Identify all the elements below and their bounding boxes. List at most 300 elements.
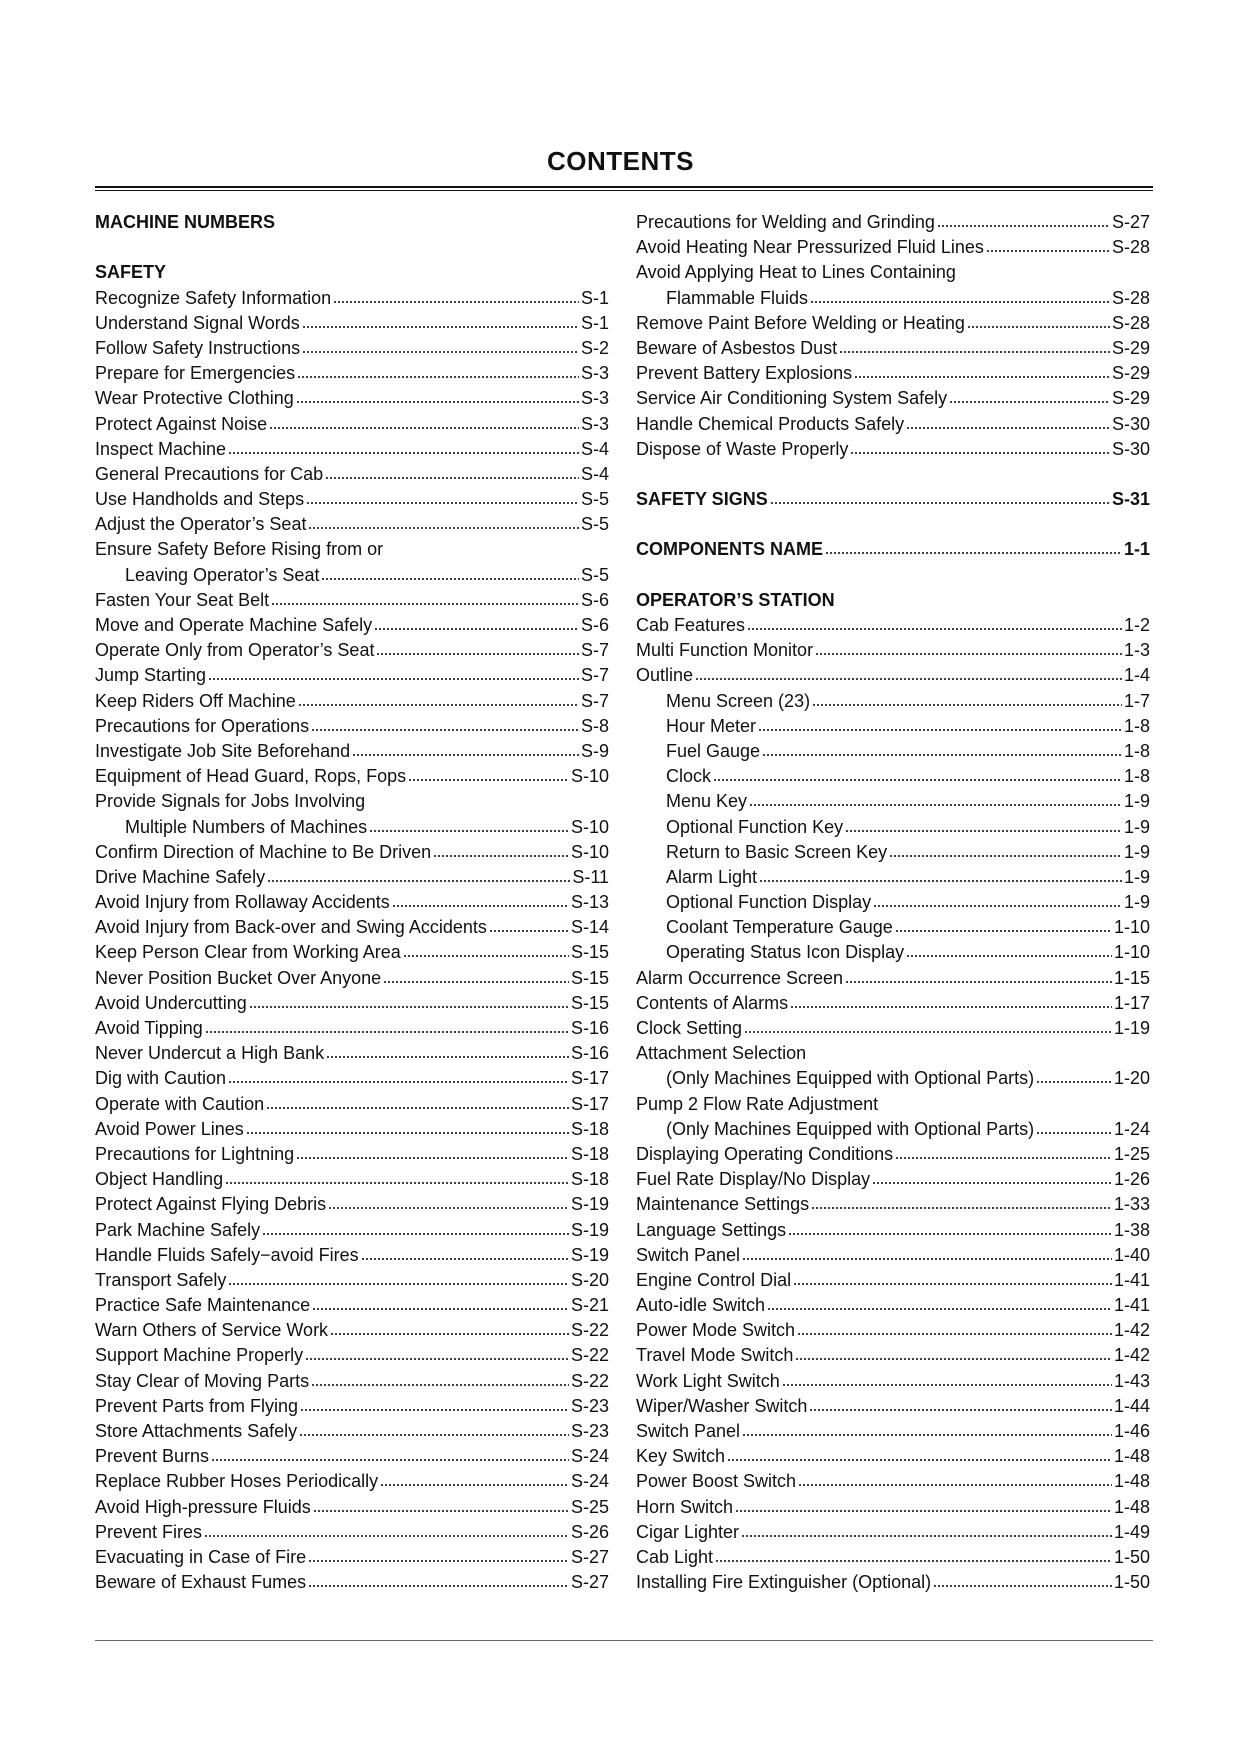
- toc-page-number: S-3: [580, 388, 609, 409]
- dot-leader: [308, 1547, 569, 1565]
- toc-page-number: S-19: [570, 1194, 609, 1215]
- toc-entry-support-machine-properly: [95, 1343, 609, 1368]
- spacer: [636, 563, 1150, 588]
- toc-page-number: 1-24: [1113, 1118, 1150, 1139]
- dot-leader: [228, 1270, 569, 1288]
- toc-entry-label: Support Machine Properly: [95, 1345, 304, 1366]
- dot-leader: [933, 1572, 1112, 1590]
- dot-leader: [392, 892, 569, 910]
- toc-entry-label: SAFETY: [95, 262, 167, 283]
- toc-page-number: 1-8: [1123, 740, 1150, 761]
- toc-page-number: S-2: [580, 337, 609, 358]
- toc-entry-menu-key: [636, 789, 1150, 814]
- toc-page-number: S-5: [580, 514, 609, 535]
- toc-page-number: S-27: [1111, 212, 1150, 232]
- dot-leader: [889, 842, 1122, 860]
- dot-leader: [895, 917, 1112, 935]
- toc-entry-fuel-gauge: [636, 739, 1150, 764]
- toc-entry-label: Clock: [666, 766, 712, 787]
- toc-entry-label: Beware of Asbestos Dust: [636, 337, 838, 358]
- toc-entry-understand-signal-words: [95, 311, 609, 336]
- dot-leader: [986, 237, 1110, 255]
- toc-entry-label: Maintenance Settings: [636, 1194, 810, 1215]
- toc-entry-coolant-temperature-gauge: [636, 915, 1150, 940]
- toc-entry-label: Never Undercut a High Bank: [95, 1043, 325, 1064]
- dot-leader: [305, 1345, 569, 1363]
- dot-leader: [352, 741, 579, 759]
- dot-leader: [845, 968, 1112, 986]
- toc-page-number: 1-8: [1123, 766, 1150, 787]
- toc-entry-adjust-the-operator-s-seat: [95, 512, 609, 537]
- toc-page-number: 1-17: [1113, 992, 1150, 1013]
- dot-leader: [403, 942, 569, 960]
- toc-entry-label: Attachment Selection: [636, 1043, 807, 1064]
- dot-leader: [744, 1018, 1112, 1036]
- toc-entry-provide-signals-for-jobs-involving: [95, 789, 609, 814]
- dot-leader: [742, 1421, 1112, 1439]
- toc-entry-label: Fasten Your Seat Belt: [95, 589, 270, 610]
- dot-leader: [311, 1371, 569, 1389]
- toc-entry-optional-function-display: [636, 890, 1150, 915]
- toc-entry-label: Operating Status Icon Display: [666, 942, 905, 963]
- toc-page-number: S-28: [1111, 237, 1150, 258]
- dot-leader: [767, 1295, 1112, 1313]
- dot-leader: [873, 892, 1122, 910]
- dot-leader: [369, 817, 569, 835]
- toc-page-number: S-15: [570, 992, 609, 1013]
- toc-entry-prepare-for-emergencies: [95, 361, 609, 386]
- dot-leader: [326, 1043, 569, 1061]
- toc-page-number: S-19: [570, 1244, 609, 1265]
- toc-entry-label: Precautions for Welding and Grinding: [636, 212, 935, 232]
- toc-entry-store-attachments-safely: [95, 1419, 609, 1444]
- toc-entry-label: Confirm Direction of Machine to Be Driven: [95, 841, 432, 862]
- toc-entry-label: Follow Safety Instructions: [95, 337, 301, 358]
- toc-entry-displaying-operating-conditions: [636, 1142, 1150, 1167]
- toc-entry-fasten-your-seat-belt: [95, 588, 609, 613]
- toc-entry-practice-safe-maintenance: [95, 1293, 609, 1318]
- dot-leader: [361, 1245, 569, 1263]
- toc-page-number: S-29: [1111, 388, 1150, 409]
- toc-entry-label: Cigar Lighter: [636, 1521, 740, 1542]
- toc-entry-flammable-fluids: [636, 286, 1150, 311]
- toc-page-number: S-20: [570, 1269, 609, 1290]
- footer-rule: [95, 1640, 1153, 1641]
- toc-entry-label: Inspect Machine: [95, 438, 227, 459]
- toc-section-heading: [95, 210, 609, 235]
- dot-leader: [759, 867, 1122, 885]
- toc-page-number: 1-25: [1113, 1143, 1150, 1164]
- toc-entry-confirm-direction-of-machine-to-be-driven: [95, 840, 609, 865]
- toc-entry-jump-starting: [95, 663, 609, 688]
- toc-page-number: 1-38: [1113, 1219, 1150, 1240]
- toc-entry-multi-function-monitor: [636, 638, 1150, 663]
- toc-entry-handle-chemical-products-safely: [636, 412, 1150, 437]
- toc-page-number: S-11: [572, 866, 609, 887]
- toc-page-number: S-6: [580, 615, 609, 635]
- toc-page-number: 1-50: [1113, 1546, 1150, 1567]
- toc-entry-menu-screen-23: [636, 689, 1150, 714]
- toc-entry-clock-setting: [636, 1016, 1150, 1041]
- toc-entry-dispose-of-waste-properly: [636, 437, 1150, 462]
- toc-entry-label: Wear Protective Clothing: [95, 388, 294, 409]
- dot-leader: [770, 489, 1110, 507]
- dot-leader: [809, 1396, 1112, 1414]
- dot-leader: [308, 1572, 569, 1590]
- toc-entry-label: Multiple Numbers of Machines: [125, 816, 368, 837]
- toc-entry-contents-of-alarms: [636, 991, 1150, 1016]
- toc-page-number: 1-44: [1113, 1395, 1150, 1416]
- page-title: CONTENTS: [547, 146, 694, 176]
- toc-page-number: S-17: [570, 1068, 609, 1089]
- toc-entry-dig-with-caution: [95, 1066, 609, 1091]
- toc-entry-alarm-light: [636, 865, 1150, 890]
- dot-leader: [747, 615, 1122, 633]
- dot-leader: [311, 716, 579, 734]
- toc-page-number: S-25: [570, 1496, 609, 1517]
- toc-entry-avoid-undercutting: [95, 991, 609, 1016]
- toc-entry-inspect-machine: [95, 437, 609, 462]
- toc-page-number: S-13: [570, 892, 609, 913]
- toc-entry-label: Key Switch: [636, 1446, 726, 1467]
- toc-entry-label: Precautions for Lightning: [95, 1143, 295, 1164]
- toc-entry-label: Prevent Parts from Flying: [95, 1395, 299, 1416]
- toc-entry-label: Park Machine Safely: [95, 1219, 261, 1240]
- dot-leader: [302, 338, 579, 356]
- toc-entry-handle-fluids-safely-avoid-fires: [95, 1243, 609, 1268]
- toc-page-number: 1-48: [1113, 1496, 1150, 1517]
- toc-entry-label: Pump 2 Flow Rate Adjustment: [636, 1093, 879, 1114]
- toc-page-number: S-10: [570, 841, 609, 862]
- toc-entry-prevent-burns: [95, 1444, 609, 1469]
- toc-page-number: 1-33: [1113, 1194, 1150, 1215]
- toc-page-number: S-28: [1111, 312, 1150, 333]
- dot-leader: [208, 665, 579, 683]
- toc-page-number: 1-46: [1113, 1421, 1150, 1441]
- toc-entry-label: Power Boost Switch: [636, 1471, 797, 1492]
- toc-entry-label: Switch Panel: [636, 1421, 741, 1441]
- toc-page-number: 1-42: [1113, 1320, 1150, 1341]
- toc-page-number: S-30: [1111, 413, 1150, 434]
- toc-entry-label: COMPONENTS NAME: [636, 539, 824, 560]
- toc-entry-wear-protective-clothing: [95, 386, 609, 411]
- toc-entry-label: Never Position Bucket Over Anyone: [95, 967, 382, 988]
- dot-leader: [812, 691, 1122, 709]
- toc-page-number: 1-4: [1123, 665, 1150, 686]
- toc-entry-label: Fuel Gauge: [666, 740, 761, 761]
- dot-leader: [299, 1421, 569, 1439]
- toc-entry-label: Alarm Light: [666, 866, 758, 887]
- toc-page-number: S-15: [570, 942, 609, 963]
- toc-entry-label: Cab Light: [636, 1546, 714, 1567]
- toc-entry-label: Fuel Rate Display/No Display: [636, 1169, 871, 1190]
- toc-page-number: 1-42: [1113, 1345, 1150, 1366]
- toc-entry-label: Alarm Occurrence Screen: [636, 967, 844, 988]
- dot-leader: [296, 1144, 569, 1162]
- toc-entry-label: Remove Paint Before Welding or Heating: [636, 312, 965, 333]
- dot-leader: [296, 388, 579, 406]
- toc-entry-keep-person-clear-from-working-area: [95, 940, 609, 965]
- toc-entry-prevent-fires: [95, 1520, 609, 1545]
- toc-entry-label: Contents of Alarms: [636, 992, 789, 1013]
- toc-entry-avoid-injury-from-back-over-and-swing-accidents: [95, 915, 609, 940]
- toc-entry-drive-machine-safely: [95, 865, 609, 890]
- toc-entry-prevent-battery-explosions: [636, 361, 1150, 386]
- toc-page-number: 1-9: [1123, 866, 1150, 887]
- dot-leader: [758, 716, 1122, 734]
- toc-entry-label: Displaying Operating Conditions: [636, 1143, 894, 1164]
- dot-leader: [790, 993, 1112, 1011]
- toc-entry-label: Operate with Caution: [95, 1093, 265, 1114]
- toc-entry-replace-rubber-hoses-periodically: [95, 1469, 609, 1494]
- dot-leader: [321, 565, 579, 583]
- toc-entry-follow-safety-instructions: [95, 336, 609, 361]
- toc-entry-evacuating-in-case-of-fire: [95, 1545, 609, 1570]
- toc-entry-label: Avoid Undercutting: [95, 992, 247, 1013]
- toc-section-heading: [95, 260, 609, 285]
- toc-entry-label: Prevent Battery Explosions: [636, 363, 853, 384]
- toc-page-number: S-3: [580, 363, 609, 384]
- dot-leader: [715, 1547, 1112, 1565]
- dot-leader: [313, 1497, 569, 1515]
- toc-entry-switch-panel: [636, 1419, 1150, 1444]
- dot-leader: [228, 1068, 569, 1086]
- toc-page-number: 1-9: [1123, 841, 1150, 862]
- toc-entry-installing-fire-extinguisher-optional: [636, 1570, 1150, 1595]
- toc-entry-cab-light: [636, 1545, 1150, 1570]
- toc-entry-label: Dig with Caution: [95, 1068, 227, 1089]
- dot-leader: [1036, 1119, 1112, 1137]
- toc-entry-beware-of-exhaust-fumes: [95, 1570, 609, 1595]
- dot-leader: [228, 439, 579, 457]
- toc-page-number: S-10: [570, 766, 609, 787]
- toc-entry-label: Power Mode Switch: [636, 1320, 796, 1341]
- toc-page-number: S-14: [570, 917, 609, 938]
- toc-entry-label: Protect Against Flying Debris: [95, 1194, 327, 1215]
- toc-entry-label: Drive Machine Safely: [95, 866, 266, 887]
- toc-entry-move-and-operate-machine-safely: [95, 613, 609, 638]
- toc-page-number: S-5: [580, 564, 609, 585]
- toc-entry-avoid-applying-heat-to-lines-containing: [636, 260, 1150, 285]
- dot-leader: [246, 1119, 569, 1137]
- toc-page-number: S-21: [570, 1295, 609, 1316]
- toc-entry-optional-function-key: [636, 815, 1150, 840]
- toc-entry-pump-2-flow-rate-adjustment: [636, 1092, 1150, 1117]
- toc-page-number: 1-26: [1113, 1169, 1150, 1190]
- toc-entry-label: Engine Control Dial: [636, 1269, 792, 1290]
- toc-entry-avoid-injury-from-rollaway-accidents: [95, 890, 609, 915]
- spacer: [636, 462, 1150, 487]
- toc-entry-auto-idle-switch: [636, 1293, 1150, 1318]
- toc-entry-power-mode-switch: [636, 1318, 1150, 1343]
- toc-entry-label: Handle Chemical Products Safely: [636, 413, 905, 434]
- toc-entry-key-switch: [636, 1444, 1150, 1469]
- dot-leader: [695, 665, 1122, 683]
- toc-entry-label: Language Settings: [636, 1219, 787, 1240]
- toc-entry-avoid-power-lines: [95, 1117, 609, 1142]
- toc-entry-keep-riders-off-machine: [95, 689, 609, 714]
- toc-entry-operate-only-from-operator-s-seat: [95, 638, 609, 663]
- toc-page-number: S-4: [580, 438, 609, 459]
- dot-leader: [300, 1396, 569, 1414]
- dot-leader: [895, 1144, 1112, 1162]
- dot-leader: [839, 338, 1110, 356]
- dot-leader: [374, 615, 579, 633]
- toc-entry-never-undercut-a-high-bank: [95, 1041, 609, 1066]
- toc-entry-label: Provide Signals for Jobs Involving: [95, 791, 366, 812]
- toc-page-number: 1-9: [1123, 816, 1150, 837]
- toc-entry-label: Adjust the Operator’s Seat: [95, 514, 307, 535]
- dot-leader: [713, 766, 1122, 784]
- dot-leader: [205, 1018, 569, 1036]
- toc-entry-label: Operate Only from Operator’s Seat: [95, 640, 375, 661]
- toc-entry-label: Clock Setting: [636, 1018, 743, 1038]
- toc-page-number: S-7: [580, 665, 609, 686]
- toc-entry-label: Recognize Safety Information: [95, 287, 332, 308]
- toc-entry-label: Wiper/Washer Switch: [636, 1395, 808, 1416]
- toc-page-number: S-15: [570, 967, 609, 988]
- toc-entry-label: Optional Function Key: [666, 816, 844, 837]
- toc-entry-label: Warn Others of Service Work: [95, 1320, 329, 1341]
- dot-leader: [797, 1320, 1112, 1338]
- toc-entry-hour-meter: [636, 714, 1150, 739]
- toc-entry-cab-features: [636, 613, 1150, 638]
- dot-leader: [810, 288, 1110, 306]
- toc-entry-transport-safely: [95, 1268, 609, 1293]
- toc-page-number: S-24: [570, 1446, 609, 1467]
- dot-leader: [795, 1345, 1112, 1363]
- toc-entry-ensure-safety-before-rising-from-or: [95, 537, 609, 562]
- toc-entry-label: Use Handholds and Steps: [95, 489, 305, 510]
- toc-entry-label: Ensure Safety Before Rising from or: [95, 539, 384, 560]
- toc-entry-label: Prepare for Emergencies: [95, 363, 296, 384]
- toc-entry-label: Hour Meter: [666, 715, 757, 736]
- toc-entry-alarm-occurrence-screen: [636, 966, 1150, 991]
- toc-section-heading: [636, 537, 1150, 562]
- toc-entry-label: Avoid Applying Heat to Lines Containing: [636, 262, 956, 283]
- dot-leader: [211, 1446, 569, 1464]
- toc-page-number: 1-8: [1123, 715, 1150, 736]
- toc-entry-return-to-basic-screen-key: [636, 840, 1150, 865]
- toc-page-number: S-29: [1111, 363, 1150, 384]
- dot-leader: [380, 1471, 569, 1489]
- toc-entry-label: Menu Key: [666, 791, 748, 812]
- toc-entry-label: Store Attachments Safely: [95, 1421, 298, 1441]
- toc-page-number: 1-41: [1113, 1295, 1150, 1316]
- toc-entry-recognize-safety-information: [95, 286, 609, 311]
- dot-leader: [793, 1270, 1112, 1288]
- dot-leader: [408, 766, 569, 784]
- toc-page-number: S-29: [1111, 337, 1150, 358]
- dot-leader: [845, 817, 1122, 835]
- toc-entry-label: Return to Basic Screen Key: [666, 841, 888, 862]
- dot-leader: [383, 968, 569, 986]
- toc-entry-avoid-high-pressure-fluids: [95, 1495, 609, 1520]
- toc-page-number: S-22: [570, 1345, 609, 1366]
- toc-page-number: 1-19: [1113, 1018, 1150, 1038]
- toc-page-number: 1-43: [1113, 1370, 1150, 1391]
- toc-entry-general-precautions-for-cab: [95, 462, 609, 487]
- toc-page-number: S-4: [580, 463, 609, 484]
- dot-leader: [825, 539, 1122, 557]
- toc-page-number: 1-10: [1113, 942, 1150, 963]
- toc-entry-park-machine-safely: [95, 1218, 609, 1243]
- dot-leader: [811, 1194, 1112, 1212]
- spacer: [95, 235, 609, 260]
- toc-entry-operate-with-caution: [95, 1092, 609, 1117]
- toc-entry-switch-panel: [636, 1243, 1150, 1268]
- toc-page-number: S-28: [1111, 287, 1150, 308]
- dot-leader: [854, 363, 1110, 381]
- toc-page-number: 1-49: [1113, 1521, 1150, 1542]
- toc-entry-label: Protect Against Noise: [95, 413, 268, 434]
- toc-entry-label: OPERATOR’S STATION: [636, 589, 835, 610]
- dot-leader: [937, 212, 1110, 230]
- toc-page-number: S-18: [570, 1118, 609, 1139]
- toc-page-number: 1-48: [1113, 1446, 1150, 1467]
- toc-entry-prevent-parts-from-flying: [95, 1394, 609, 1419]
- dot-leader: [376, 640, 579, 658]
- toc-entry-multiple-numbers-of-machines: [95, 815, 609, 840]
- dot-leader: [433, 842, 569, 860]
- toc-entry-label: Outline: [636, 665, 694, 686]
- dot-leader: [788, 1220, 1112, 1238]
- toc-entry-label: Avoid Heating Near Pressurized Fluid Lines: [636, 237, 984, 258]
- toc-page-number: 1-20: [1113, 1068, 1150, 1089]
- toc-entry-label: Travel Mode Switch: [636, 1345, 794, 1366]
- toc-entry-label: Evacuating in Case of Fire: [95, 1546, 307, 1567]
- toc-page-number: S-22: [570, 1320, 609, 1341]
- dot-leader: [249, 993, 569, 1011]
- dot-leader: [306, 489, 579, 507]
- dot-leader: [333, 288, 579, 306]
- dot-leader: [906, 942, 1112, 960]
- toc-page-number: S-16: [570, 1043, 609, 1064]
- toc-entry-label: General Precautions for Cab: [95, 463, 324, 484]
- toc-entry-label: MACHINE NUMBERS: [95, 212, 275, 232]
- toc-entry-maintenance-settings: [636, 1192, 1150, 1217]
- toc-entry-label: Installing Fire Extinguisher (Optional): [636, 1572, 932, 1593]
- toc-entry-label: (Only Machines Equipped with Optional Parts): [666, 1118, 1035, 1139]
- toc-entry-power-boost-switch: [636, 1469, 1150, 1494]
- toc-entry-precautions-for-operations: [95, 714, 609, 739]
- toc-entry-outline: [636, 663, 1150, 688]
- toc-entry-equipment-of-head-guard-rops-fops: [95, 764, 609, 789]
- dot-leader: [798, 1471, 1112, 1489]
- toc-entry-label: Avoid Injury from Rollaway Accidents: [95, 892, 390, 913]
- toc-entry-label: Coolant Temperature Gauge: [666, 917, 893, 938]
- toc-entry-work-light-switch: [636, 1369, 1150, 1394]
- toc-entry-label: Beware of Exhaust Fumes: [95, 1572, 307, 1593]
- dot-leader: [262, 1220, 569, 1238]
- dot-leader: [204, 1522, 569, 1540]
- toc-section-heading: [636, 487, 1150, 512]
- dot-leader: [735, 1497, 1112, 1515]
- toc-entry-fuel-rate-display-no-display: [636, 1167, 1150, 1192]
- toc-entry-label: Precautions for Operations: [95, 715, 310, 736]
- toc-page-number: S-7: [580, 690, 609, 711]
- dot-leader: [328, 1194, 569, 1212]
- dot-leader: [266, 1094, 569, 1112]
- toc-entry-protect-against-flying-debris: [95, 1192, 609, 1217]
- dot-leader: [297, 363, 579, 381]
- toc-page-number: S-27: [570, 1572, 609, 1593]
- toc-entry-never-position-bucket-over-anyone: [95, 966, 609, 991]
- toc-entry-label: Investigate Job Site Beforehand: [95, 740, 351, 761]
- dot-leader: [872, 1169, 1112, 1187]
- toc-entry-label: (Only Machines Equipped with Optional Parts): [666, 1068, 1035, 1089]
- dot-leader: [489, 917, 569, 935]
